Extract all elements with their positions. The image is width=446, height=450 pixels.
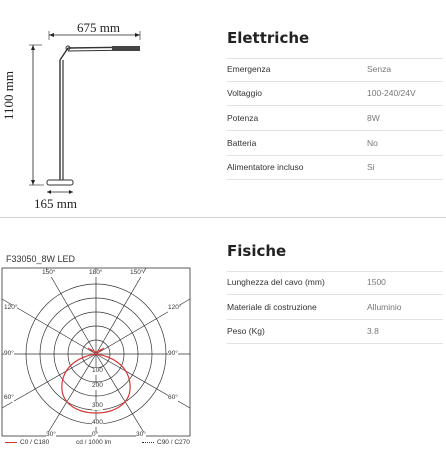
ring-value-label: 400: [92, 419, 103, 426]
angle-label: 30°: [136, 431, 146, 438]
spec-row: [227, 326, 443, 348]
legend-unit: cd / 1000 lm: [76, 439, 112, 446]
divider: [227, 81, 443, 82]
angle-label: 0°: [92, 431, 99, 438]
section-title-fisiche: Fisiche: [227, 242, 287, 260]
spec-row: [227, 64, 443, 86]
angle-label: 150°: [130, 269, 144, 276]
spec-label: Voltaggio: [227, 88, 262, 98]
angle-label: 120°: [4, 304, 18, 311]
spec-label: Peso (Kg): [227, 326, 265, 336]
angle-label: 180°: [89, 269, 103, 276]
angle-label: 120°: [168, 304, 182, 311]
ring-value-label: 200: [92, 382, 103, 389]
spec-row: [227, 113, 443, 135]
angle-label: 60°: [4, 394, 14, 401]
legend-c90-label: C90 / C270: [157, 439, 190, 446]
spec-value: 1500: [367, 277, 386, 287]
spec-row: [227, 138, 443, 160]
ring-value-label: 300: [92, 402, 103, 409]
spec-value: Alluminio: [367, 302, 402, 312]
spec-row: [227, 88, 443, 110]
divider: [227, 319, 443, 320]
divider: [227, 58, 443, 59]
divider: [227, 294, 443, 295]
spec-row: [227, 162, 443, 184]
spec-label: Alimentatore incluso: [227, 162, 304, 172]
ring-value-label: 100: [92, 367, 103, 374]
spec-value: 8W: [367, 113, 380, 123]
spec-label: Lunghezza del cavo (mm): [227, 277, 325, 287]
spec-label: Potenza: [227, 113, 259, 123]
legend-c0-label: C0 / C180: [20, 439, 50, 446]
model-code: F33050_8W LED: [6, 254, 76, 264]
base-dimension-label: 165 mm: [34, 196, 77, 211]
spec-value: Senza: [367, 64, 392, 74]
spec-label: Batteria: [227, 138, 257, 148]
section-divider: [0, 217, 446, 218]
divider: [227, 271, 443, 272]
spec-value: No: [367, 138, 378, 148]
divider: [227, 343, 443, 344]
divider: [227, 105, 443, 106]
divider: [227, 155, 443, 156]
spec-value: 3.8: [367, 326, 379, 336]
spec-label: Materiale di costruzione: [227, 302, 317, 312]
angle-label: 30°: [46, 431, 56, 438]
spec-label: Emergenza: [227, 64, 271, 74]
height-dimension-label: 1100 mm: [1, 71, 16, 120]
spec-row: [227, 302, 443, 324]
legend-c0: [5, 439, 49, 446]
angle-label: 150°: [42, 269, 56, 276]
section-title-elettriche: Elettriche: [227, 29, 310, 47]
angle-label: 60°: [168, 394, 178, 401]
angle-label: 90°: [168, 350, 178, 357]
divider: [227, 179, 443, 180]
width-dimension-label: 675 mm: [77, 20, 120, 35]
divider: [227, 130, 443, 131]
angle-label: 90°: [4, 350, 14, 357]
spec-value: 100-240/24V: [367, 88, 416, 98]
spec-row: [227, 277, 443, 299]
spec-value: Si: [367, 162, 375, 172]
legend-c90: [142, 439, 190, 446]
